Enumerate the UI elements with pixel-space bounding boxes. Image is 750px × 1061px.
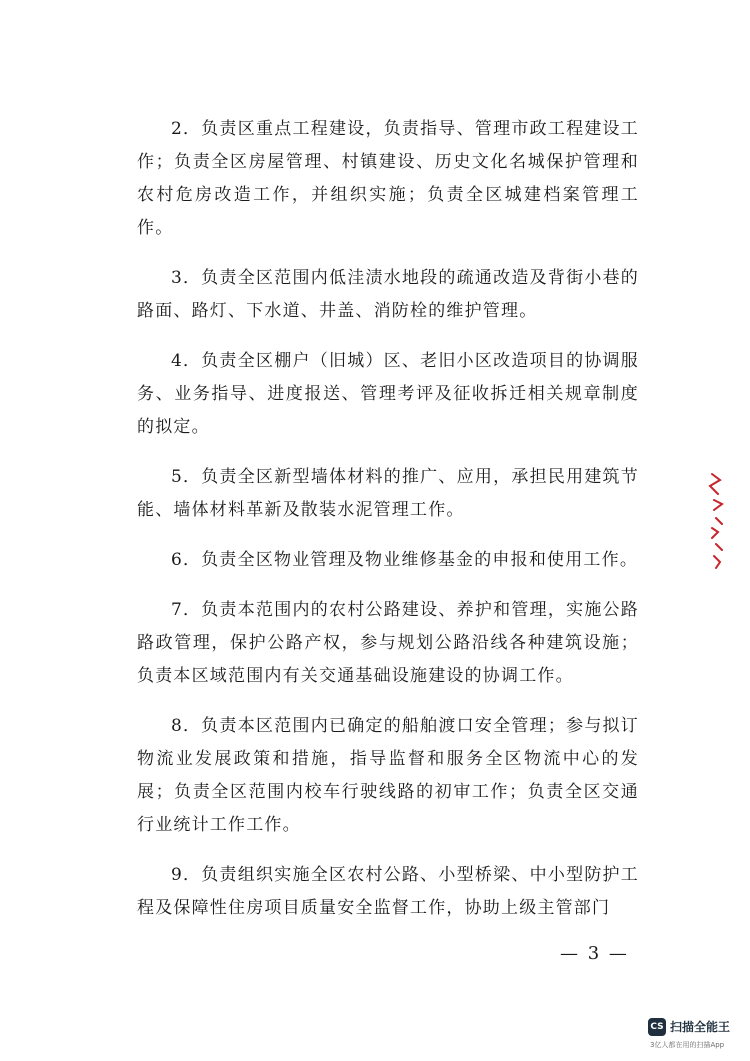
paragraph-item-5: 5．负责全区新型墙体材料的推广、应用，承担民用建筑节能、墙体材料革新及散装水泥管理工作。 [137, 467, 639, 520]
page-number: — 3 — [560, 943, 629, 964]
paragraph-item-9: 9．负责组织实施全区农村公路、小型桥梁、中小型防护工程及保障性住房项目质量安全监督工作，协助上级主管部门 [137, 865, 639, 918]
document-body [137, 113, 639, 942]
scanner-logo-icon: CS [648, 1018, 666, 1036]
scanner-tagline: 3亿人都在用的扫描App [650, 1041, 725, 1049]
paragraph-item-3: 3．负责全区范围内低洼渍水地段的疏通改造及背街小巷的路面、路灯、下水道、井盖、消防栓的维护管理。 [137, 268, 639, 321]
paragraph-item-4: 4．负责全区棚户（旧城）区、老旧小区改造项目的协调服务、业务指导、进度报送、管理考评及征收拆迁相关规章制度的拟定。 [137, 351, 639, 437]
paragraph-item-8: 8．负责本区范围内已确定的船舶渡口安全管理；参与拟订物流业发展政策和措施，指导监督和服务全区物流中心的发展；负责全区范围内校车行驶线路的初审工作；负责全区交通行业统计工作工作。 [137, 716, 639, 835]
paragraph-item-6: 6．负责全区物业管理及物业维修基金的申报和使用工作。 [171, 550, 639, 570]
scanner-app-name: 扫描全能王 [670, 1020, 731, 1034]
scanner-watermark [648, 1016, 748, 1056]
paragraph-item-2: 2．负责区重点工程建设，负责指导、管理市政工程建设工作；负责全区房屋管理、村镇建设、历史文化名城保护管理和农村危房改造工作，并组织实施；负责全区城建档案管理工作。 [137, 119, 639, 238]
seal-stamp-edge-icon [706, 470, 728, 570]
paragraph-item-7: 7．负责本范围内的农村公路建设、养护和管理，实施公路路政管理，保护公路产权，参与规划公路沿线各种建筑设施；负责本区域范围内有关交通基础设施建设的协调工作。 [137, 600, 639, 686]
